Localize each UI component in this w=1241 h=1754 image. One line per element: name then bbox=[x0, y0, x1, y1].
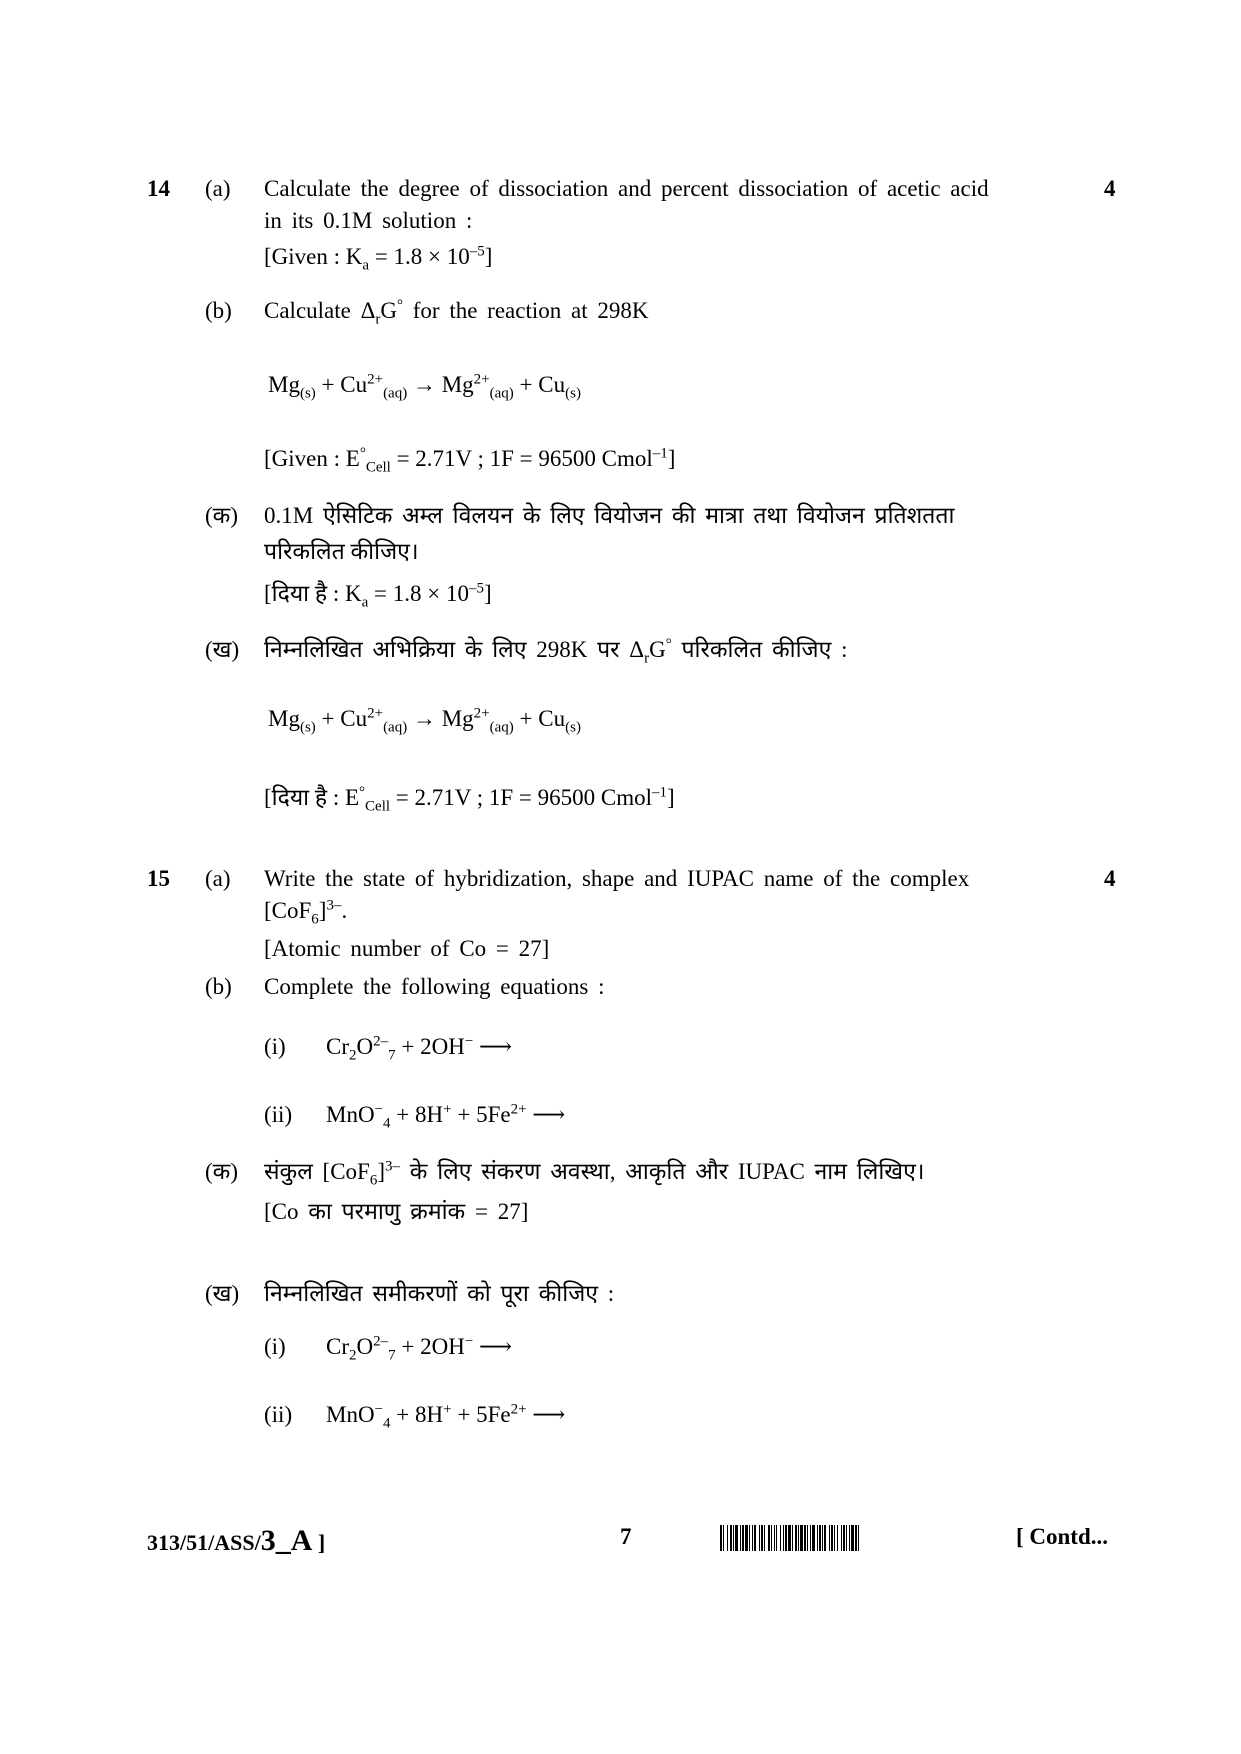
paper-code: 313/51/ASS/3_A ] bbox=[147, 1524, 326, 1557]
q15-a-label: (a) bbox=[205, 866, 231, 891]
q15-b-ii-label: (ii) bbox=[264, 1102, 293, 1127]
q14-kha-label: (ख) bbox=[205, 637, 240, 662]
q14-b-given: [Given : $E^\circ_{Cell} = 2.71V$ ; 1F = 96500 Cmol$^{-1}$] bbox=[264, 445, 676, 476]
q15-ka-line2: [Co का परमाणु क्रमांक = 27] bbox=[264, 1199, 529, 1224]
q15-b-eq2: $MnO^-_4 + 8H^+ + 5Fe^{2+}$ ⟶ bbox=[326, 1101, 566, 1132]
q14-ka-label: (क) bbox=[205, 503, 238, 528]
q15-b-eq1: $Cr_2O^{2-}_7 + 2OH^-$ ⟶ bbox=[326, 1033, 513, 1064]
q14-ka-line2: परिकलित कीजिए। bbox=[264, 539, 419, 564]
q15-kha-text: निम्नलिखित समीकरणों को पूरा कीजिए : bbox=[264, 1281, 615, 1306]
q14-ka-line1: 0.1M ऐसिटिक अम्ल विलयन के लिए वियोजन की मात्रा तथा वियोजन प्रतिशतता bbox=[264, 503, 955, 528]
q14-marks: 4 bbox=[1104, 176, 1116, 201]
q14-kha-reaction: $Mg_{(s)} + Cu^{2+}_{(aq)} \to Mg^{2+}_{(aq)} + Cu_{(s)}$ bbox=[268, 705, 581, 736]
q15-a-line2: $[CoF_6]^{3-}$. bbox=[264, 897, 348, 928]
page-number: 7 bbox=[620, 1524, 632, 1549]
q15-a-line1: Write the state of hybridization, shape and IUPAC name of the complex bbox=[264, 866, 970, 891]
contd-label: [ Contd... bbox=[1016, 1524, 1109, 1549]
q14-a-line1: Calculate the degree of dissociation and percent dissociation of acetic acid bbox=[264, 176, 989, 201]
q14-b-label: (b) bbox=[205, 298, 232, 323]
q14-number: 14 bbox=[147, 176, 170, 201]
q14-a-given: [Given : $K_a = 1.8 \times 10^{-5}$] bbox=[264, 243, 493, 274]
q14-b-text: Calculate $\Delta_rG^\circ$ for the reaction at 298K bbox=[264, 297, 649, 328]
q15-kha-i-label: (i) bbox=[264, 1334, 286, 1359]
q14-b-reaction: $Mg_{(s)} + Cu^{2+}_{(aq)} \to Mg^{2+}_{(aq)} + Cu_{(s)}$ bbox=[268, 371, 581, 402]
q15-kha-label: (ख) bbox=[205, 1281, 240, 1306]
q15-kha-eq1: $Cr_2O^{2-}_7 + 2OH^-$ ⟶ bbox=[326, 1333, 513, 1364]
q15-kha-ii-label: (ii) bbox=[264, 1402, 293, 1427]
q15-ka-label: (क) bbox=[205, 1159, 238, 1184]
q15-number: 15 bbox=[147, 866, 170, 891]
barcode bbox=[720, 1525, 990, 1551]
q14-kha-given: [दिया है : $E^\circ_{Cell} = 2.71V$ ; 1F = 96500 Cmol$^{-1}$] bbox=[264, 784, 675, 815]
q14-ka-given: [दिया है : $K_a = 1.8 \times 10^{-5}$] bbox=[264, 580, 492, 611]
q15-a-line3: [Atomic number of Co = 27] bbox=[264, 936, 550, 961]
q14-a-line2: in its 0.1M solution : bbox=[264, 208, 473, 233]
q15-kha-eq2: $MnO^-_4 + 8H^+ + 5Fe^{2+}$ ⟶ bbox=[326, 1401, 566, 1432]
q14-kha-text: निम्नलिखित अभिक्रिया के लिए 298K पर $\Delta_rG^\circ$ परिकलित कीजिए : bbox=[264, 636, 848, 667]
q15-b-label: (b) bbox=[205, 974, 232, 999]
q14-a-label: (a) bbox=[205, 176, 231, 201]
q15-ka-text: संकुल $[CoF_6]^{3-}$ के लिए संकरण अवस्था, आकृति और IUPAC नाम लिखिए। bbox=[264, 1158, 925, 1189]
q15-marks: 4 bbox=[1104, 866, 1116, 891]
q15-b-text: Complete the following equations : bbox=[264, 974, 605, 999]
q15-b-i-label: (i) bbox=[264, 1034, 286, 1059]
